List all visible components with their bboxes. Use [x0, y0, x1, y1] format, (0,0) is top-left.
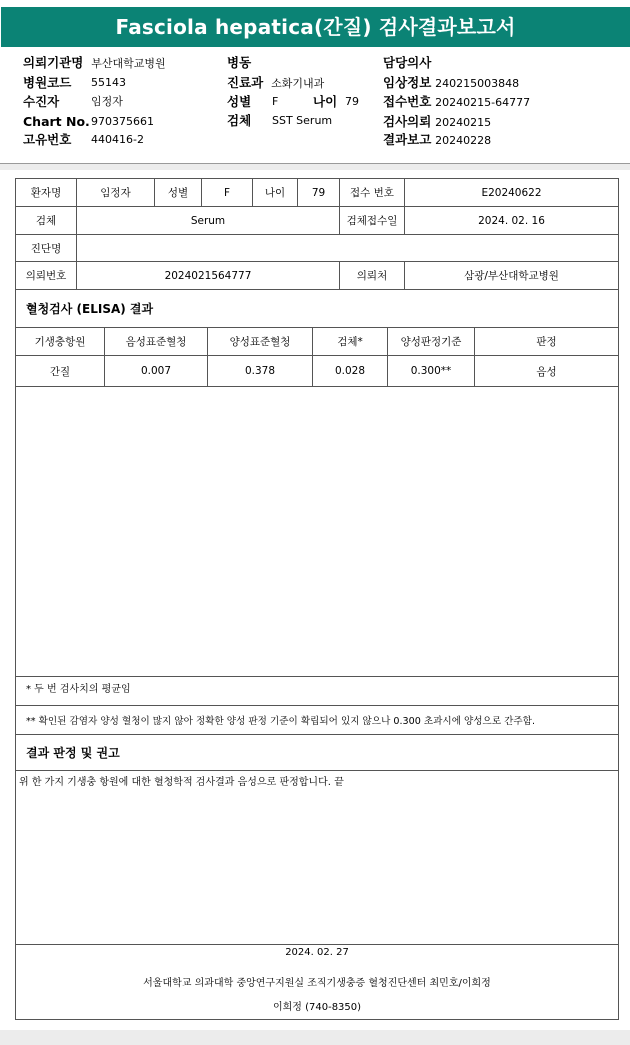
conclusion-text: 위 한 가지 기생충 항원에 대한 혈청학적 검사결과 음성으로 판정합니다. 끝	[19, 776, 344, 788]
header-value: F	[272, 95, 279, 108]
header-specimen	[227, 111, 333, 131]
receipt-no-label: 접수 번호	[350, 187, 394, 199]
table-header: 기생충항원	[34, 336, 86, 348]
header-label: 병동	[227, 55, 252, 70]
header-label: 수진자	[23, 94, 60, 109]
header-department	[227, 73, 324, 93]
header-value: 임정자	[91, 95, 123, 108]
header-value: 79	[345, 95, 359, 108]
table-header: 검체*	[337, 336, 363, 348]
header-value: 970375661	[91, 115, 154, 128]
header-label: 결과보고	[383, 132, 432, 147]
row-divider	[16, 386, 618, 387]
header-value: SST Serum	[272, 114, 333, 127]
header-value: 20240215-64777	[435, 96, 531, 109]
header-unique-no	[23, 130, 144, 150]
receipt-no: E20240622	[481, 186, 542, 199]
header-value: 440416-2	[91, 133, 144, 146]
age-label: 나이	[264, 187, 286, 199]
header-label: 성별	[227, 94, 252, 109]
header-value: 소화기내과	[271, 77, 325, 90]
patient-name-label: 환자명	[30, 187, 62, 199]
header-request-date	[383, 112, 491, 132]
header-label: 병원코드	[23, 75, 72, 90]
header-label: 의뢰기관명	[23, 55, 84, 70]
header-label: 고유번호	[23, 132, 72, 147]
report-title: Fasciola hepatica(간질) 검사결과보고서	[1, 7, 630, 47]
header-label: 나이	[313, 94, 338, 109]
table-cell-judgement: 음성	[536, 365, 557, 378]
header-label: 검체	[227, 113, 252, 128]
age-value: 79	[311, 186, 326, 199]
note-cutoff: ** 확인된 감염자 양성 혈청이 많지 않아 정확한 양성 판정 기준이 확립되어 있지 않으나 0.300 초과시에 양성으로 간주함.	[26, 716, 535, 727]
requester: 삼광/부산대학교병원	[464, 270, 559, 282]
specimen-date: 2024. 02. 16	[478, 214, 545, 227]
header-receipt-no	[383, 92, 530, 112]
table-cell-specimen: 0.028	[334, 365, 366, 377]
report-sheet	[15, 178, 619, 1020]
header-institution	[23, 53, 166, 73]
header-patient	[23, 92, 123, 112]
header-label: 검사의뢰	[383, 114, 432, 129]
table-header: 판정	[536, 336, 557, 348]
row-divider	[16, 944, 618, 945]
table-cell-negative-standard: 0.007	[140, 365, 172, 377]
header-value: 240215003848	[435, 77, 520, 90]
header-label: Chart No.	[23, 114, 90, 129]
elisa-section-title: 혈청검사 (ELISA) 결과	[26, 302, 154, 316]
specimen-label: 검체	[35, 215, 57, 227]
table-cell-positive-standard: 0.378	[244, 365, 276, 377]
header-sex-age	[227, 92, 377, 112]
specimen-value: Serum	[190, 214, 226, 227]
table-header: 양성표준혈청	[229, 336, 291, 348]
header-clinical-info	[383, 73, 519, 93]
header-label: 진료과	[227, 75, 264, 90]
table-cell-cutoff: 0.300**	[410, 365, 452, 377]
footer-contact: 이희정 (740-8350)	[272, 1002, 362, 1013]
header-ward	[227, 53, 251, 73]
requester-label: 의뢰처	[356, 270, 388, 282]
header-value: 55143	[91, 76, 126, 89]
header-doctor	[383, 53, 431, 73]
specimen-date-label: 검체접수일	[346, 215, 398, 227]
header-report-date	[383, 130, 491, 150]
conclusion-title: 결과 판정 및 권고	[26, 746, 120, 760]
header-value: 부산대학교병원	[91, 57, 166, 70]
request-header	[0, 52, 630, 162]
table-header: 음성표준혈청	[125, 336, 187, 348]
header-label: 접수번호	[383, 94, 432, 109]
request-no: 2024021564777	[164, 269, 252, 282]
footer-date: 2024. 02. 27	[285, 947, 349, 958]
table-header: 양성판정기준	[400, 336, 462, 348]
diagnosis-label: 진단명	[30, 242, 62, 255]
footer-organization: 서울대학교 의과대학 중앙연구지원실 조직기생충증 혈청진단센터 최민호/이희정	[143, 978, 491, 989]
header-label: 담당의사	[383, 55, 432, 70]
sex-value: F	[223, 186, 231, 199]
page-gap	[0, 164, 630, 170]
header-value: 20240215	[435, 116, 492, 129]
header-hospital-code	[23, 73, 126, 93]
sex-label: 성별	[167, 187, 189, 199]
page-bottom-gap	[0, 1030, 630, 1045]
request-no-label: 의뢰번호	[25, 270, 67, 282]
note-average: * 두 번 검사치의 평균임	[26, 683, 131, 695]
header-label: 임상정보	[383, 75, 432, 90]
diagnosis-value	[77, 235, 618, 261]
header-chart-no	[23, 112, 154, 132]
header-value: 20240228	[435, 134, 492, 147]
patient-name: 임정자	[100, 187, 131, 199]
table-cell-antigen: 간질	[49, 365, 71, 378]
